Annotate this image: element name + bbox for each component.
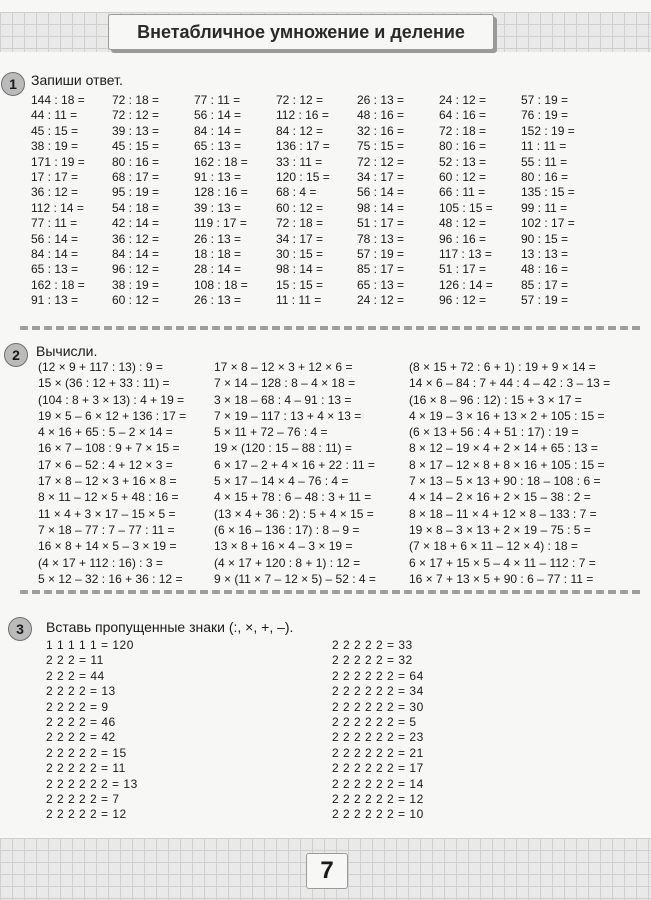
exercise-item: 19 × 8 – 3 × 13 + 2 × 19 – 75 : 5 =	[409, 522, 591, 537]
exercise-item: 57 : 19 =	[521, 293, 569, 308]
exercise-item: (4 × 17 + 120 : 8 + 1) : 12 =	[214, 555, 361, 570]
exercise-item: 5 × 12 – 32 : 16 + 36 : 12 =	[38, 571, 183, 586]
exercise-item: 2 2 2 2 2 2 = 10	[332, 807, 424, 822]
exercise-item: 15 : 15 =	[276, 277, 324, 292]
exercise-item: 5 × 17 – 14 × 4 – 76 : 4 =	[214, 474, 349, 489]
exercise-item: 38 : 19 =	[31, 139, 79, 154]
exercise-item: 162 : 18 =	[31, 277, 85, 292]
exercise-item: 17 × 6 – 52 : 4 + 12 × 3 =	[38, 457, 173, 472]
section1-column-2	[112, 93, 159, 309]
exercise-item: 34 : 17 =	[276, 231, 324, 246]
exercise-item: 32 : 16 =	[357, 123, 405, 138]
exercise-item: 80 : 16 =	[521, 170, 569, 185]
section1-column-3	[194, 93, 248, 309]
exercise-item: 119 : 17 =	[194, 216, 247, 231]
exercise-item: 34 : 17 =	[357, 170, 405, 185]
exercise-item: (7 × 18 + 6 × 11 – 12 × 4) : 18 =	[409, 539, 578, 554]
exercise-item: 68 : 4 =	[276, 185, 317, 200]
exercise-item: 8 × 11 – 12 × 5 + 48 : 16 =	[38, 490, 179, 505]
exercise-item: 91 : 13 =	[31, 293, 79, 308]
task-number-2: 2	[4, 343, 28, 367]
exercise-item: (6 × 16 – 136 : 17) : 8 – 9 =	[214, 522, 360, 537]
exercise-item: 98 : 14 =	[357, 200, 405, 215]
exercise-item: 7 × 13 – 5 × 13 + 90 : 18 – 108 : 6 =	[409, 474, 601, 489]
exercise-item: 19 × 5 – 6 × 12 + 136 : 17 =	[38, 408, 187, 423]
page-title: Внетабличное умножение и деление	[137, 21, 465, 42]
exercise-item: 2 2 2 2 2 2 = 17	[332, 761, 424, 776]
exercise-item: 15 × (36 : 12 + 33 : 11) =	[38, 376, 170, 391]
exercise-item: 98 : 14 =	[276, 262, 324, 277]
exercise-item: 77 : 11 =	[194, 93, 241, 107]
exercise-item: 2 2 2 2 = 13	[46, 684, 116, 699]
exercise-item: 30 : 15 =	[276, 247, 324, 262]
exercise-item: 52 : 13 =	[439, 154, 487, 169]
exercise-item: 65 : 13 =	[194, 139, 242, 154]
exercise-item: 72 : 18 =	[439, 123, 487, 138]
exercise-item: 60 : 12 =	[276, 200, 324, 215]
exercise-item: 112 : 14 =	[31, 200, 84, 215]
exercise-item: 65 : 13 =	[357, 277, 405, 292]
exercise-item: 112 : 16 =	[276, 108, 329, 123]
exercise-item: 2 2 2 2 2 = 32	[332, 653, 413, 668]
exercise-item: 26 : 13 =	[194, 293, 242, 308]
exercise-item: 2 2 2 2 2 2 = 12	[332, 792, 424, 807]
exercise-item: 152 : 19 =	[521, 123, 575, 138]
exercise-item: 18 : 18 =	[194, 247, 242, 262]
exercise-item: 64 : 16 =	[439, 108, 487, 123]
exercise-item: 36 : 12 =	[112, 231, 160, 246]
page-number-box	[306, 853, 348, 889]
exercise-item: 13 × 8 + 16 × 4 – 3 × 19 =	[214, 539, 353, 554]
exercise-item: 171 : 19 =	[31, 154, 85, 169]
exercise-item: 17 × 8 – 12 × 3 + 12 × 6 =	[214, 360, 353, 374]
exercise-item: (12 × 9 + 117 : 13) : 9 =	[38, 360, 163, 374]
exercise-item: 2 2 2 2 2 = 15	[46, 745, 127, 760]
exercise-item: 85 : 17 =	[521, 277, 569, 292]
exercise-item: 96 : 16 =	[439, 231, 487, 246]
exercise-item: 26 : 13 =	[194, 231, 242, 246]
exercise-item: 60 : 12 =	[439, 170, 487, 185]
exercise-item: 51 : 17 =	[357, 216, 405, 231]
exercise-item: 96 : 12 =	[439, 293, 487, 308]
exercise-item: 6 × 17 + 15 × 5 – 4 × 11 – 112 : 7 =	[409, 555, 596, 570]
exercise-item: 4 × 16 + 65 : 5 – 2 × 14 =	[38, 425, 173, 440]
exercise-item: 4 × 14 – 2 × 16 + 2 × 15 – 38 : 2 =	[409, 490, 591, 505]
exercise-item: 72 : 12 =	[357, 154, 405, 169]
exercise-item: 26 : 13 =	[357, 93, 405, 107]
exercise-item: 2 2 2 = 44	[46, 668, 105, 683]
exercise-item: 16 × 7 + 13 × 5 + 90 : 6 – 77 : 11 =	[409, 571, 594, 586]
exercise-item: 68 : 17 =	[112, 170, 160, 185]
exercise-item: 13 : 13 =	[521, 247, 569, 262]
exercise-item: (16 × 8 – 96 : 12) : 15 + 3 × 17 =	[409, 392, 582, 407]
exercise-item: 84 : 12 =	[276, 123, 324, 138]
section1-column-7	[521, 93, 575, 309]
task-number-1: 1	[1, 72, 25, 96]
exercise-item: 80 : 16 =	[112, 154, 160, 169]
exercise-item: 2 2 2 2 2 2 = 23	[332, 730, 424, 745]
exercise-item: 4 × 19 – 3 × 16 + 13 × 2 + 105 : 15 =	[409, 408, 605, 423]
exercise-item: 60 : 12 =	[112, 293, 160, 308]
exercise-item: 48 : 12 =	[439, 216, 487, 231]
exercise-item: 55 : 11 =	[521, 154, 568, 169]
exercise-item: 5 × 11 + 72 – 76 : 4 =	[214, 425, 328, 440]
exercise-item: 90 : 15 =	[521, 231, 569, 246]
exercise-item: 2 2 2 2 2 2 = 14	[332, 776, 424, 791]
exercise-item: 17 : 17 =	[31, 170, 79, 185]
exercise-item: 3 × 18 – 68 : 4 – 91 : 13 =	[214, 392, 352, 407]
exercise-item: 7 × 18 – 77 : 7 – 77 : 11 =	[38, 522, 175, 537]
exercise-item: 108 : 18 =	[194, 277, 248, 292]
exercise-item: 8 × 17 – 12 × 8 + 8 × 16 + 105 : 15 =	[409, 457, 605, 472]
exercise-item: 84 : 14 =	[194, 123, 242, 138]
section2-column-2	[214, 359, 376, 587]
title-box	[108, 14, 494, 50]
exercise-item: 44 : 11 =	[31, 108, 78, 123]
exercise-item: 2 2 2 2 2 2 = 21	[332, 745, 424, 760]
exercise-item: 2 2 2 2 2 2 = 5	[332, 715, 417, 730]
exercise-item: 57 : 19 =	[521, 93, 569, 107]
exercise-item: 95 : 19 =	[112, 185, 160, 200]
exercise-item: 54 : 18 =	[112, 200, 160, 215]
exercise-item: 78 : 13 =	[357, 231, 405, 246]
exercise-item: 120 : 15 =	[276, 170, 330, 185]
exercise-item: 51 : 17 =	[439, 262, 487, 277]
exercise-item: 80 : 16 =	[439, 139, 487, 154]
exercise-item: 2 2 2 = 11	[46, 653, 104, 668]
exercise-item: 24 : 12 =	[439, 93, 487, 107]
section1-column-1	[31, 93, 85, 309]
exercise-item: 7 × 14 – 128 : 8 – 4 × 18 =	[214, 376, 356, 391]
exercise-item: 16 × 8 + 14 × 5 – 3 × 19 =	[38, 539, 177, 554]
exercise-item: 48 : 16 =	[357, 108, 405, 123]
section-divider-2	[20, 590, 640, 594]
exercise-item: 84 : 14 =	[112, 247, 160, 262]
exercise-item: 42 : 14 =	[112, 216, 160, 231]
exercise-item: 36 : 12 =	[31, 185, 79, 200]
section1-column-5	[357, 93, 404, 309]
exercise-item: 65 : 13 =	[31, 262, 79, 277]
exercise-item: 6 × 17 – 2 + 4 × 16 + 22 : 11 =	[214, 457, 375, 472]
exercise-item: 56 : 14 =	[31, 231, 79, 246]
exercise-item: 11 : 11 =	[276, 293, 322, 308]
exercise-item: 2 2 2 2 2 = 11	[46, 761, 126, 776]
exercise-item: 76 : 19 =	[521, 108, 569, 123]
exercise-item: 39 : 13 =	[194, 200, 242, 215]
exercise-item: (104 : 8 + 3 × 13) : 4 + 19 =	[38, 392, 185, 407]
exercise-item: 14 × 6 – 84 : 7 + 44 : 4 – 42 : 3 – 13 =	[409, 376, 611, 391]
exercise-item: 33 : 11 =	[276, 154, 323, 169]
section1-column-6	[439, 93, 493, 309]
task-2-title: Вычисли.	[36, 343, 98, 359]
exercise-item: 99 : 11 =	[521, 200, 568, 215]
exercise-item: 39 : 13 =	[112, 123, 160, 138]
exercise-item: 38 : 19 =	[112, 277, 160, 292]
exercise-item: 8 × 12 – 19 × 4 + 2 × 14 + 65 : 13 =	[409, 441, 598, 456]
exercise-item: 4 × 15 + 78 : 6 – 48 : 3 + 11 =	[214, 490, 372, 505]
section3-column-2	[332, 638, 424, 823]
exercise-item: 2 2 2 2 2 = 33	[332, 638, 413, 652]
exercise-item: 56 : 14 =	[194, 108, 242, 123]
exercise-item: 2 2 2 2 2 2 = 34	[332, 684, 424, 699]
exercise-item: 2 2 2 2 = 42	[46, 730, 116, 745]
exercise-item: 162 : 18 =	[194, 154, 248, 169]
exercise-item: 75 : 15 =	[357, 139, 405, 154]
exercise-item: 24 : 12 =	[357, 293, 405, 308]
exercise-item: 2 2 2 2 2 = 12	[46, 807, 127, 822]
exercise-item: 126 : 14 =	[439, 277, 493, 292]
exercise-item: 135 : 15 =	[521, 185, 575, 200]
exercise-item: (8 × 15 + 72 : 6 + 1) : 19 + 9 × 14 =	[409, 360, 596, 374]
section-divider-1	[20, 326, 640, 330]
exercise-item: 7 × 19 – 117 : 13 + 4 × 13 =	[214, 408, 362, 423]
task-3-title: Вставь пропущенные знаки (:, ×, +, –).	[46, 619, 294, 635]
exercise-item: 72 : 18 =	[112, 93, 160, 107]
exercise-item: 2 2 2 2 2 2 = 13	[46, 776, 138, 791]
section1-column-4	[276, 93, 330, 309]
exercise-item: 16 × 7 – 108 : 9 + 7 × 15 =	[38, 441, 180, 456]
exercise-item: 57 : 19 =	[357, 247, 405, 262]
exercise-item: (4 × 17 + 112 : 16) : 3 =	[38, 555, 163, 570]
exercise-item: 45 : 15 =	[112, 139, 160, 154]
exercise-item: 1 1 1 1 1 = 120	[46, 638, 134, 652]
section3-column-1	[46, 638, 138, 823]
exercise-item: 56 : 14 =	[357, 185, 405, 200]
section2-column-3	[409, 359, 610, 587]
exercise-item: 9 × (11 × 7 – 12 × 5) – 52 : 4 =	[214, 571, 376, 586]
exercise-item: 45 : 15 =	[31, 123, 79, 138]
exercise-item: 144 : 18 =	[31, 93, 85, 107]
exercise-item: 11 × 4 + 3 × 17 – 15 × 5 =	[38, 506, 176, 521]
exercise-item: (6 × 13 + 56 : 4 + 51 : 17) : 19 =	[409, 425, 579, 440]
exercise-item: 117 : 13 =	[439, 247, 492, 262]
exercise-item: 48 : 16 =	[521, 262, 569, 277]
exercise-item: 85 : 17 =	[357, 262, 405, 277]
exercise-item: 2 2 2 2 = 9	[46, 699, 109, 714]
exercise-item: (13 × 4 + 36 : 2) : 5 + 4 × 15 =	[214, 506, 374, 521]
exercise-item: 105 : 15 =	[439, 200, 493, 215]
task-number-3: 3	[8, 617, 32, 641]
exercise-item: 2 2 2 2 2 = 7	[46, 792, 120, 807]
exercise-item: 8 × 18 – 11 × 4 + 12 × 8 – 133 : 7 =	[409, 506, 597, 521]
exercise-item: 72 : 12 =	[276, 93, 324, 107]
exercise-item: 72 : 18 =	[276, 216, 324, 231]
exercise-item: 11 : 11 =	[521, 139, 567, 154]
exercise-item: 96 : 12 =	[112, 262, 160, 277]
exercise-item: 66 : 11 =	[439, 185, 486, 200]
exercise-item: 77 : 11 =	[31, 216, 78, 231]
exercise-item: 128 : 16 =	[194, 185, 248, 200]
exercise-item: 2 2 2 2 2 2 = 30	[332, 699, 424, 714]
exercise-item: 19 × (120 : 15 – 88 : 11) =	[214, 441, 352, 456]
section2-column-1	[38, 359, 186, 587]
exercise-item: 102 : 17 =	[521, 216, 575, 231]
exercise-item: 136 : 17 =	[276, 139, 330, 154]
exercise-item: 2 2 2 2 2 2 = 64	[332, 668, 424, 683]
exercise-item: 91 : 13 =	[194, 170, 242, 185]
task-1-title: Запиши ответ.	[31, 72, 123, 88]
exercise-item: 2 2 2 2 = 46	[46, 715, 116, 730]
exercise-item: 17 × 8 – 12 × 3 + 16 × 8 =	[38, 474, 177, 489]
page-number: 7	[320, 857, 334, 884]
exercise-item: 72 : 12 =	[112, 108, 160, 123]
exercise-item: 28 : 14 =	[194, 262, 242, 277]
exercise-item: 84 : 14 =	[31, 247, 79, 262]
